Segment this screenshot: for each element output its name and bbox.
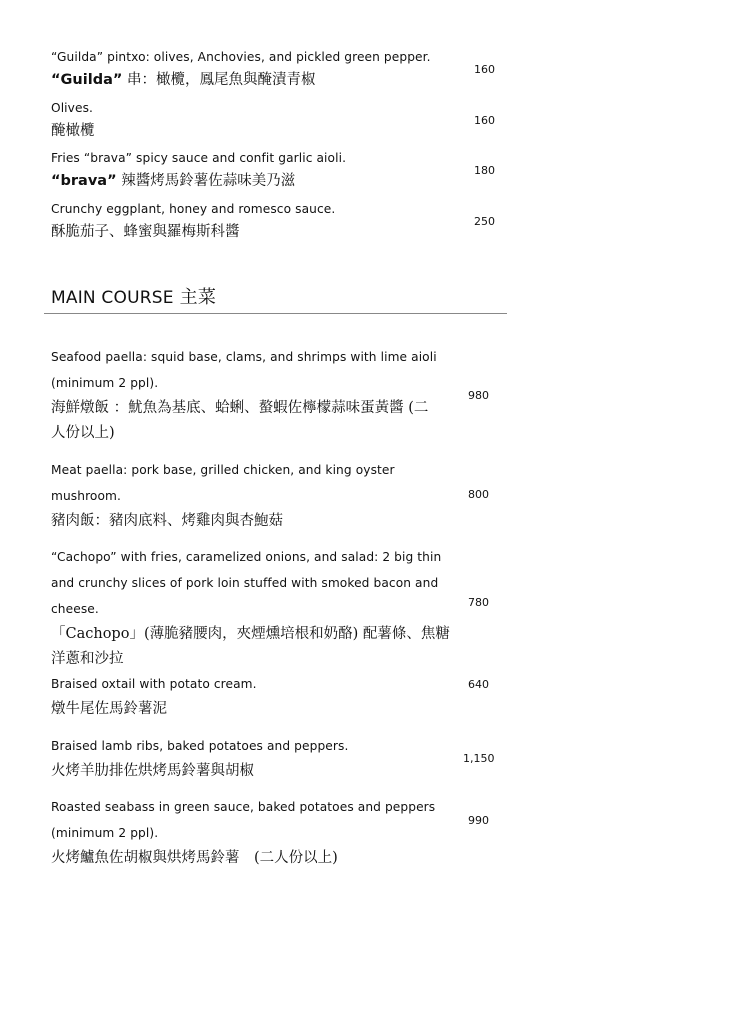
- description-line-zh: 海鮮燉飯 ：魷魚為基底、蛤蜊、螯蝦佐檸檬蒜味蛋黃醬 (二: [51, 400, 429, 416]
- section-divider: [44, 313, 507, 314]
- description-line: Braised lamb ribs, baked potatoes and peppers.: [51, 739, 349, 753]
- item-description-en: Crunchy eggplant, honey and romesco sauce.: [51, 202, 336, 216]
- menu-item-lamb-ribs: [51, 733, 451, 784]
- description-line-zh: 火烤羊肋排佐烘烤馬鈴薯與胡椒: [51, 763, 254, 779]
- item-description-zh: [51, 119, 451, 140]
- item-name-zh: 酥脆茄子、蜂蜜與羅梅斯科醬: [51, 224, 240, 240]
- menu-item-olives: [51, 101, 451, 140]
- description-line: (minimum 2 ppl).: [51, 376, 159, 390]
- item-price: 250: [474, 215, 495, 228]
- item-description-en: [51, 544, 451, 622]
- menu-item-seafood-paella: [51, 344, 451, 446]
- item-price: 800: [468, 488, 489, 501]
- description-line: and crunchy slices of pork loin stuffed with smoked bacon and: [51, 576, 439, 590]
- description-line: mushroom.: [51, 489, 121, 503]
- menu-item-meat-paella: [51, 457, 451, 534]
- description-line: Meat paella: pork base, grilled chicken, and king oyster: [51, 463, 395, 477]
- item-description-zh: [51, 220, 451, 241]
- item-description-zh: [51, 759, 451, 784]
- menu-item-seabass: [51, 794, 451, 871]
- item-price: 780: [468, 596, 489, 609]
- description-line-zh: 洋蔥和沙拉: [51, 651, 124, 667]
- item-description-zh: [51, 622, 451, 672]
- description-line: Seafood paella: squid base, clams, and shrimps with lime aioli: [51, 350, 437, 364]
- item-price: 640: [468, 678, 489, 691]
- item-description-zh: [51, 169, 451, 190]
- menu-item-oxtail: [51, 671, 451, 722]
- item-description-en: Olives.: [51, 101, 93, 115]
- item-description-zh: [51, 697, 451, 722]
- description-line-zh: 火烤鱸魚佐胡椒與烘烤馬鈴薯 (二人份以上): [51, 850, 338, 866]
- description-line: Braised oxtail with potato cream.: [51, 677, 257, 691]
- description-line-zh: 豬肉飯：豬肉底料、烤雞肉與杏鮑菇: [51, 513, 283, 529]
- item-name-zh: 醃橄欖: [51, 123, 95, 139]
- item-description-zh: [51, 396, 451, 446]
- description-line-zh: 人份以上): [51, 425, 115, 441]
- description-line-zh: 燉牛尾佐馬鈴薯泥: [51, 701, 167, 717]
- item-description-zh: [51, 509, 451, 534]
- item-price: 160: [474, 114, 495, 127]
- menu-item-fries-brava: [51, 151, 451, 190]
- item-description-en: [51, 733, 451, 759]
- menu-item-guilda: [51, 50, 451, 89]
- menu-item-eggplant: [51, 202, 451, 241]
- item-description-en: “Guilda” pintxo: olives, Anchovies, and pickled green pepper.: [51, 50, 431, 64]
- item-description-en: [51, 794, 451, 846]
- description-line-zh: 「Cachopo」(薄脆豬腰肉，夾煙燻培根和奶酪) 配薯條、焦糖: [51, 626, 450, 642]
- description-line: (minimum 2 ppl).: [51, 826, 159, 840]
- section-title-zh: 主菜: [179, 287, 217, 308]
- item-description-en: Fries “brava” spicy sauce and confit garlic aioli.: [51, 151, 347, 165]
- item-name-bold: “brava”: [51, 173, 117, 189]
- description-line: “Cachopo” with fries, caramelized onions, and salad: 2 big thin: [51, 550, 442, 564]
- item-price: 990: [468, 814, 489, 827]
- item-description-zh: [51, 846, 451, 871]
- description-line: Roasted seabass in green sauce, baked potatoes and peppers: [51, 800, 436, 814]
- section-title-en: MAIN COURSE: [51, 288, 174, 308]
- item-price: 160: [474, 63, 495, 76]
- item-name-bold: “Guilda”: [51, 72, 123, 88]
- item-description-en: [51, 457, 451, 509]
- item-description-en: [51, 344, 451, 396]
- menu-item-cachopo: [51, 544, 451, 672]
- item-price: 1,150: [463, 752, 495, 765]
- item-name-zh: 串：橄欖，鳳尾魚與醃漬青椒: [122, 72, 316, 88]
- section-title-main-course: [51, 283, 216, 309]
- description-line: cheese.: [51, 602, 99, 616]
- item-price: 180: [474, 164, 495, 177]
- item-description-zh: [51, 68, 451, 89]
- item-description-en: [51, 671, 451, 697]
- item-name-zh: 辣醬烤馬鈴薯佐蒜味美乃滋: [116, 173, 296, 189]
- item-price: 980: [468, 389, 489, 402]
